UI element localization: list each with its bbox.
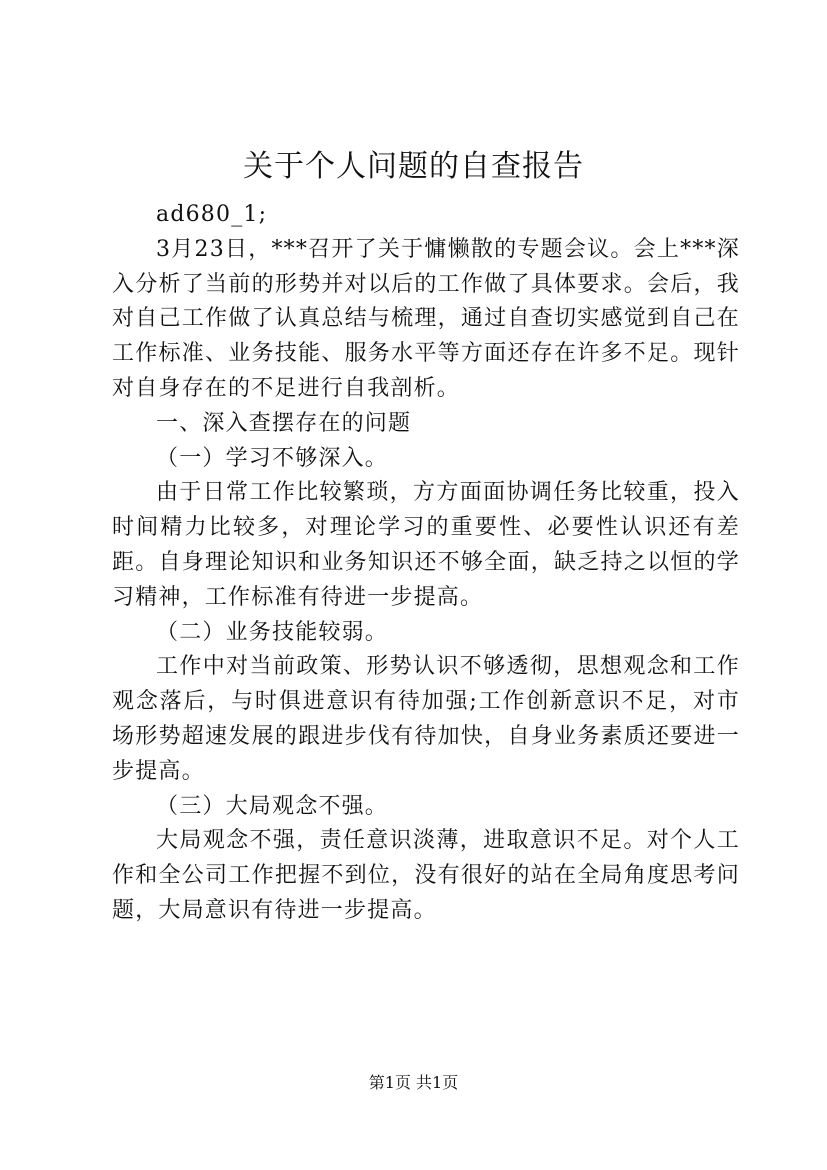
subsection-heading-1: （一）学习不够深入。 bbox=[156, 445, 389, 471]
page-footer: 第1页 共1页 bbox=[368, 1073, 459, 1092]
subsection-heading-2: （二）业务技能较弱。 bbox=[156, 619, 389, 645]
section-heading: 一、深入查摆存在的问题 bbox=[156, 410, 412, 436]
document-body bbox=[112, 198, 740, 929]
subsection-paragraph-2: 工作中对当前政策、形势认识不够透彻，思想观念和工作观念落后，与时俱进意识有待加强;工作创新意识不足，对市场形势超速发展的跟进步伐有待加快，自身业务素质还要进一步提高。 bbox=[112, 654, 740, 784]
document-title: 关于个人问题的自查报告 bbox=[243, 149, 584, 184]
doc-code-paragraph: ad680_1; bbox=[156, 202, 268, 227]
intro-paragraph: 3月23日，***召开了关于慵懒散的专题会议。会上***深入分析了当前的形势并对以后的工作做了具体要求。会后，我对自己工作做了认真总结与梳理，通过自查切实感觉到自己在工作标准、业务技能、服务水平等方面还存在许多不足。现针对自身存在的不足进行自我剖析。 bbox=[112, 236, 740, 401]
subsection-paragraph-3: 大局观念不强，责任意识淡薄，进取意识不足。对个人工作和全公司工作把握不到位，没有很好的站在全局角度思考问题，大局意识有待进一步提高。 bbox=[112, 828, 740, 923]
subsection-paragraph-1: 由于日常工作比较繁琐，方方面面协调任务比较重，投入时间精力比较多，对理论学习的重要性、必要性认识还有差距。自身理论知识和业务知识还不够全面，缺乏持之以恒的学习精神，工作标准有待进一步提高。 bbox=[112, 480, 740, 610]
subsection-heading-3: （三）大局观念不强。 bbox=[156, 793, 389, 819]
